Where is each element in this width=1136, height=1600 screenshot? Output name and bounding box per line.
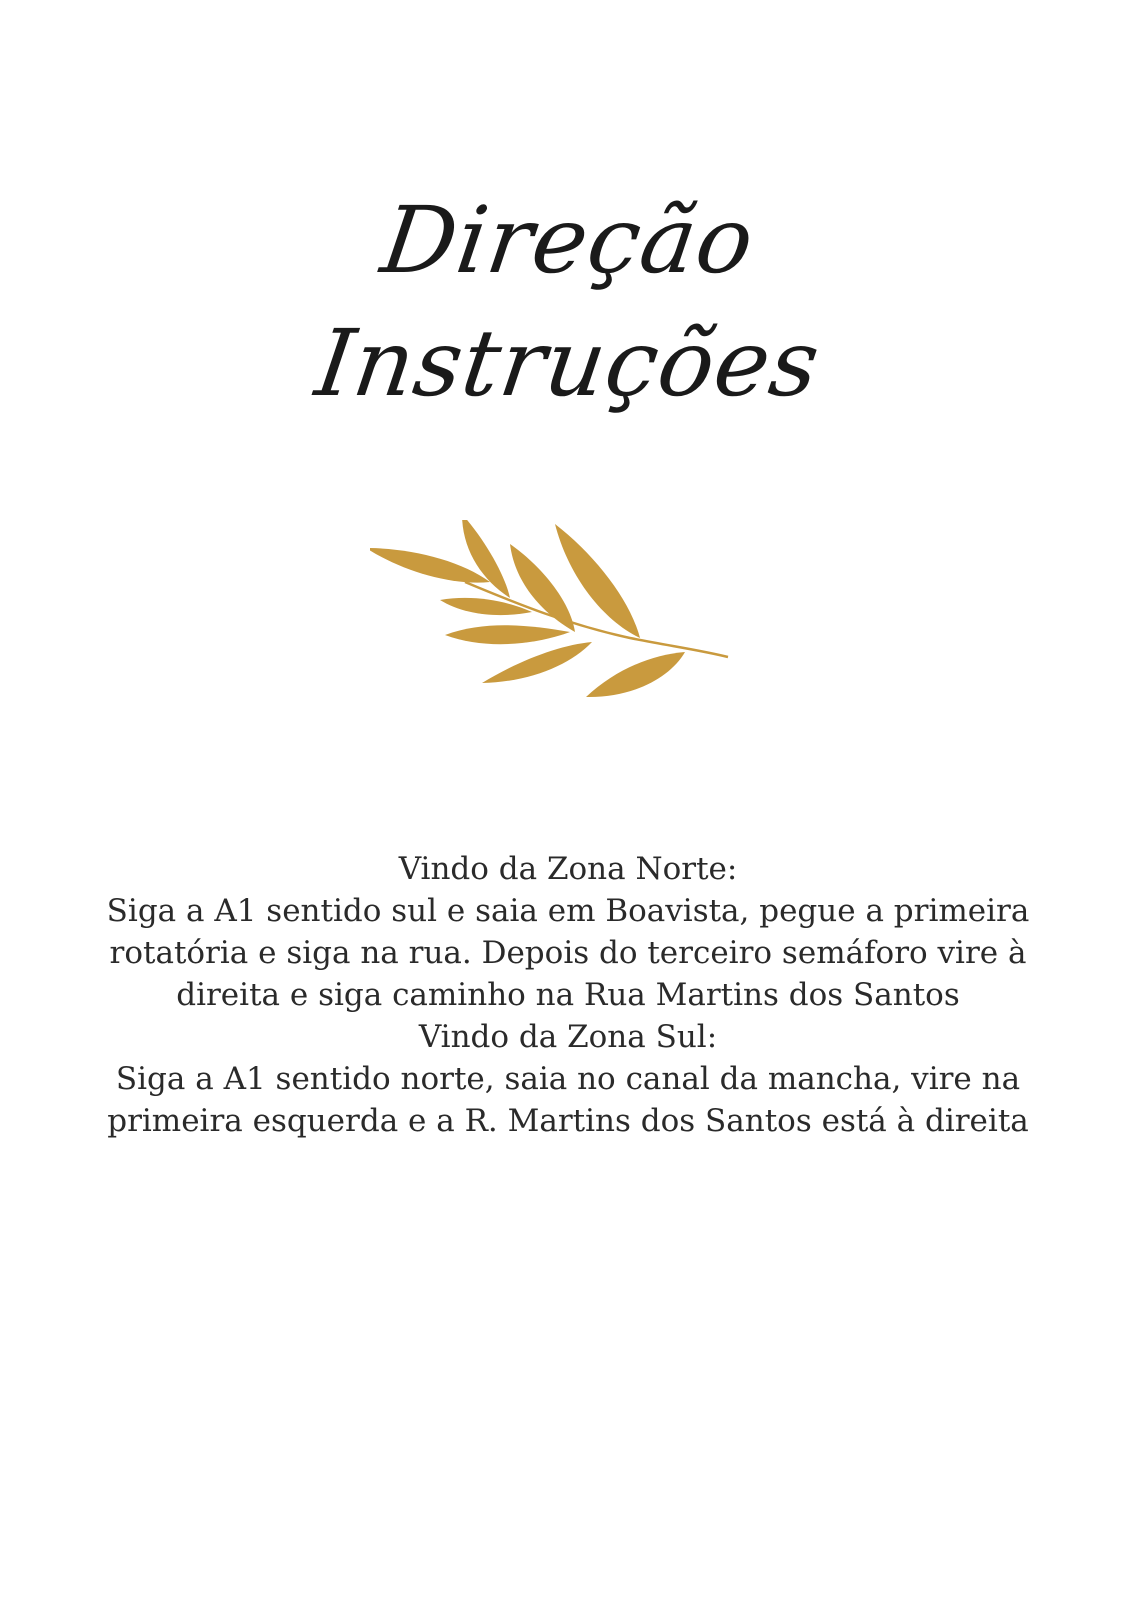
south-directions-text: Siga a A1 sentido norte, saia no canal da mancha, vire na primeira esquerda e a R. Martins dos Santos está à direita [107,1061,1029,1139]
directions-block [90,848,1046,1142]
north-heading: Vindo da Zona Norte: [398,851,738,887]
north-directions-text: Siga a A1 sentido sul e saia em Boavista, pegue a primeira rotatória e siga na rua. Depois do terceiro semáforo vire à direita e siga caminho na Rua Martins dos Santos [106,893,1030,1013]
page-title-line-1: Direção [375,187,761,294]
page-title-line-2: Instruções [309,310,827,417]
south-heading: Vindo da Zona Sul: [418,1019,718,1055]
golden-leaf-branch-icon [370,520,750,720]
